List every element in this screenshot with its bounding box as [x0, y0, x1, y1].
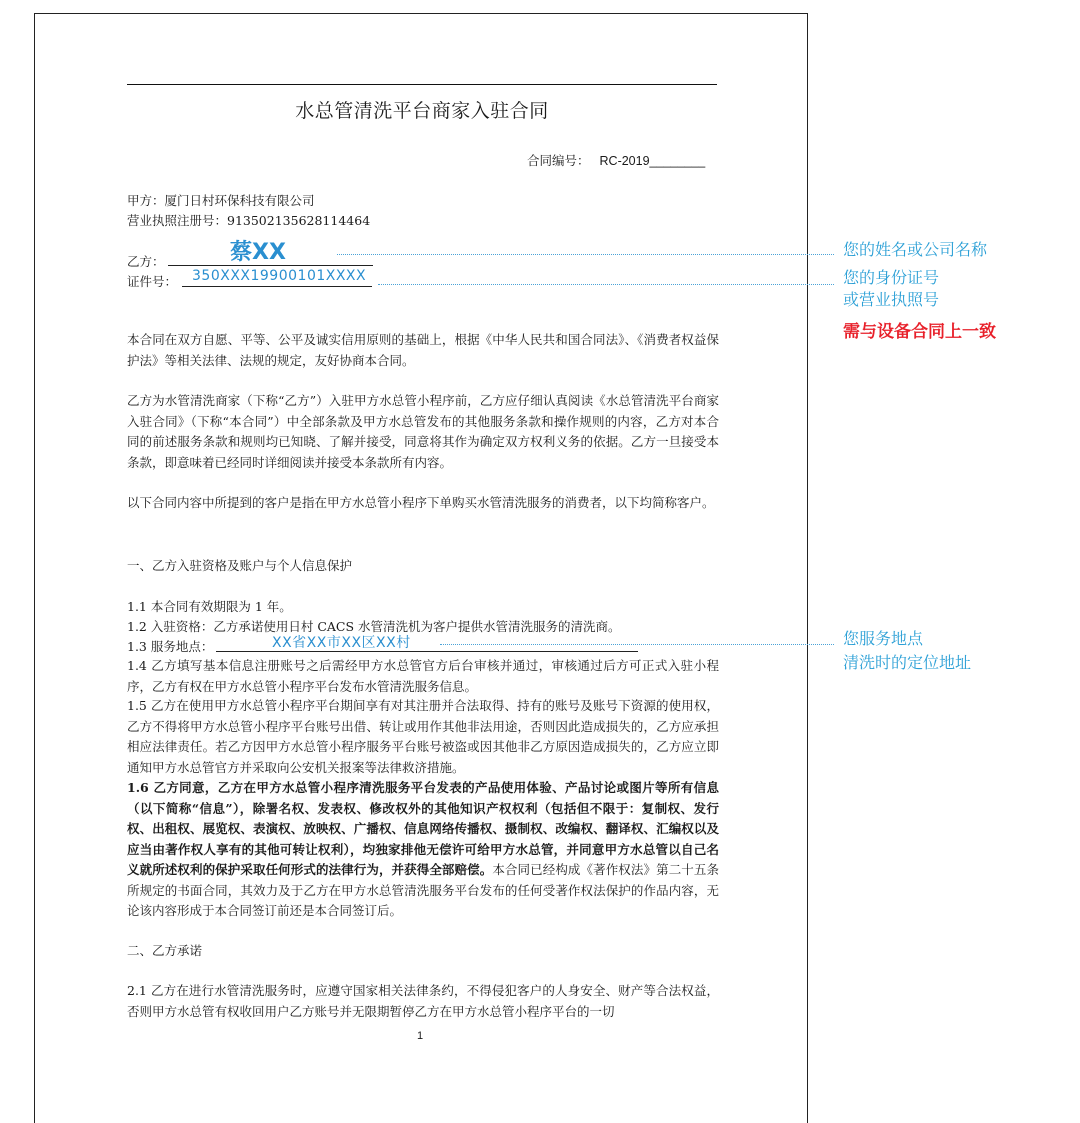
id-label: 证件号： [127, 274, 178, 289]
clause-1-1: 1.1 本合同有效期限为 1 年。 [127, 599, 292, 614]
clause-1-4: 1.4 乙方填写基本信息注册账号之后需经甲方水总管官方后台审核并通过，审核通过后方可正式入驻小程序，乙方有权在甲方水总管小程序平台发布水管清洗服务信息。 [127, 658, 719, 694]
party-b-label: 乙方： [127, 254, 165, 269]
page-number: 1 [417, 1030, 424, 1042]
header-rule [127, 84, 717, 85]
name-leader-line [337, 254, 834, 255]
address-leader-line [440, 644, 834, 645]
customer-definition-paragraph: 以下合同内容中所提到的客户是指在甲方水总管小程序下单购买水管清洗服务的消费者，以下均简称客户。 [127, 495, 715, 510]
clause-1-6-rest: 本合同已经构成《著作权法》第二十五条所规定的书面合同，其效力及于乙方在甲方水总管清洗服务平台发布的任何受著作权法保护的作品内容，无论该内容形成于本合同签订前还是本合同签订后。 [127, 862, 719, 918]
clause-2-1: 2.1 乙方在进行水管清洗服务时，应遵守国家相关法律条约，不得侵犯客户的人身安全、财产等合法权益，否则甲方水总管有权收回用户乙方账号并无限期暂停乙方在甲方水总管小程序平台的一切 [127, 983, 719, 1019]
clause-1-2: 1.2 入驻资格：乙方承诺使用日村 CACS 水管清洗机为客户提供水管清洗服务的清洗商。 [127, 619, 621, 634]
contract-number-value: RC-2019________ [599, 154, 706, 168]
intro-paragraph: 本合同在双方自愿、平等、公平及诚实信用原则的基础上，根据《中华人民共和国合同法》、《消费者权益保护法》等相关法律、法规的规定，友好协商本合同。 [127, 332, 719, 368]
id-underline [182, 286, 372, 287]
party-b-value[interactable]: 蔡XX [230, 240, 286, 265]
license-number: 营业执照注册号：913502135628114464 [127, 213, 371, 228]
address-note-line1: 您服务地点 [843, 629, 924, 648]
address-note-line2: 清洗时的定位地址 [843, 653, 972, 672]
name-note: 您的姓名或公司名称 [843, 240, 988, 259]
id-note-line1: 您的身份证号 [843, 268, 940, 287]
acceptance-paragraph: 乙方为水管清洗商家（下称“乙方”）入驻甲方水总管小程序前，乙方应仔细认真阅读《水总管清洗平台商家入驻合同》（下称“本合同”）中全部条款及甲方水总管发布的其他服务条款和操作规则的内容，乙方对本合同的前述服务条款和规则均已知晓、了解并接受，同意将其作为确定双方权利义务的依据。乙方一旦接受本条款，即意味着已经同时详细阅读并接受本条款所有内容。 [127, 393, 719, 470]
clause-1-3-label: 1.3 服务地点： [127, 639, 214, 654]
id-value[interactable]: 350XXX19900101XXXX [192, 268, 367, 284]
contract-number-label: 合同编号： [527, 153, 590, 168]
clause-1-6-bold: 1.6 乙方同意，乙方在甲方水总管小程序清洗服务平台发表的产品使用体验、产品讨论或图片等所有信息（以下简称“信息”），除署名权、发表权、修改权外的其他知识产权权利（包括但不限于：复制权、发行权、出租权、展览权、表演权、放映权、广播权、信息网络传播权、摄制权、改编权、翻译权、汇编权以及应当由著作权人享有的其他可转让权利），均独家排他无偿许可给甲方水总管，并同意甲方水总管以自己名义就所述权利的保护采取任何形式的法律行为，并获得全部赔偿。 [127, 780, 719, 877]
section-2-heading: 二、乙方承诺 [127, 943, 203, 958]
consistency-note: 需与设备合同上一致 [843, 322, 996, 342]
section-1-heading: 一、乙方入驻资格及账户与个人信息保护 [127, 558, 353, 573]
contract-number [527, 151, 705, 169]
party-a: 甲方：厦门日村环保科技有限公司 [127, 193, 315, 208]
id-note-line2: 或营业执照号 [843, 290, 940, 309]
address-value[interactable]: XX省XX市XX区XX村 [272, 635, 411, 651]
clause-1-5: 1.5 乙方在使用甲方水总管小程序平台期间享有对其注册并合法取得、持有的账号及账号下资源的使用权，乙方不得将甲方水总管小程序平台账号出借、转让或用作其他非法用途，否则因此造成损失的，乙方应承担相应法律责任。若乙方因甲方水总管小程序服务平台账号被盗或因其他非乙方原因造成损失的，乙方应立即通知甲方水总管官方并采取向公安机关报案等法律救济措施。 [127, 698, 719, 775]
clause-1-6 [127, 778, 719, 922]
id-leader-line [378, 284, 834, 285]
contract-title: 水总管清洗平台商家入驻合同 [295, 100, 549, 122]
